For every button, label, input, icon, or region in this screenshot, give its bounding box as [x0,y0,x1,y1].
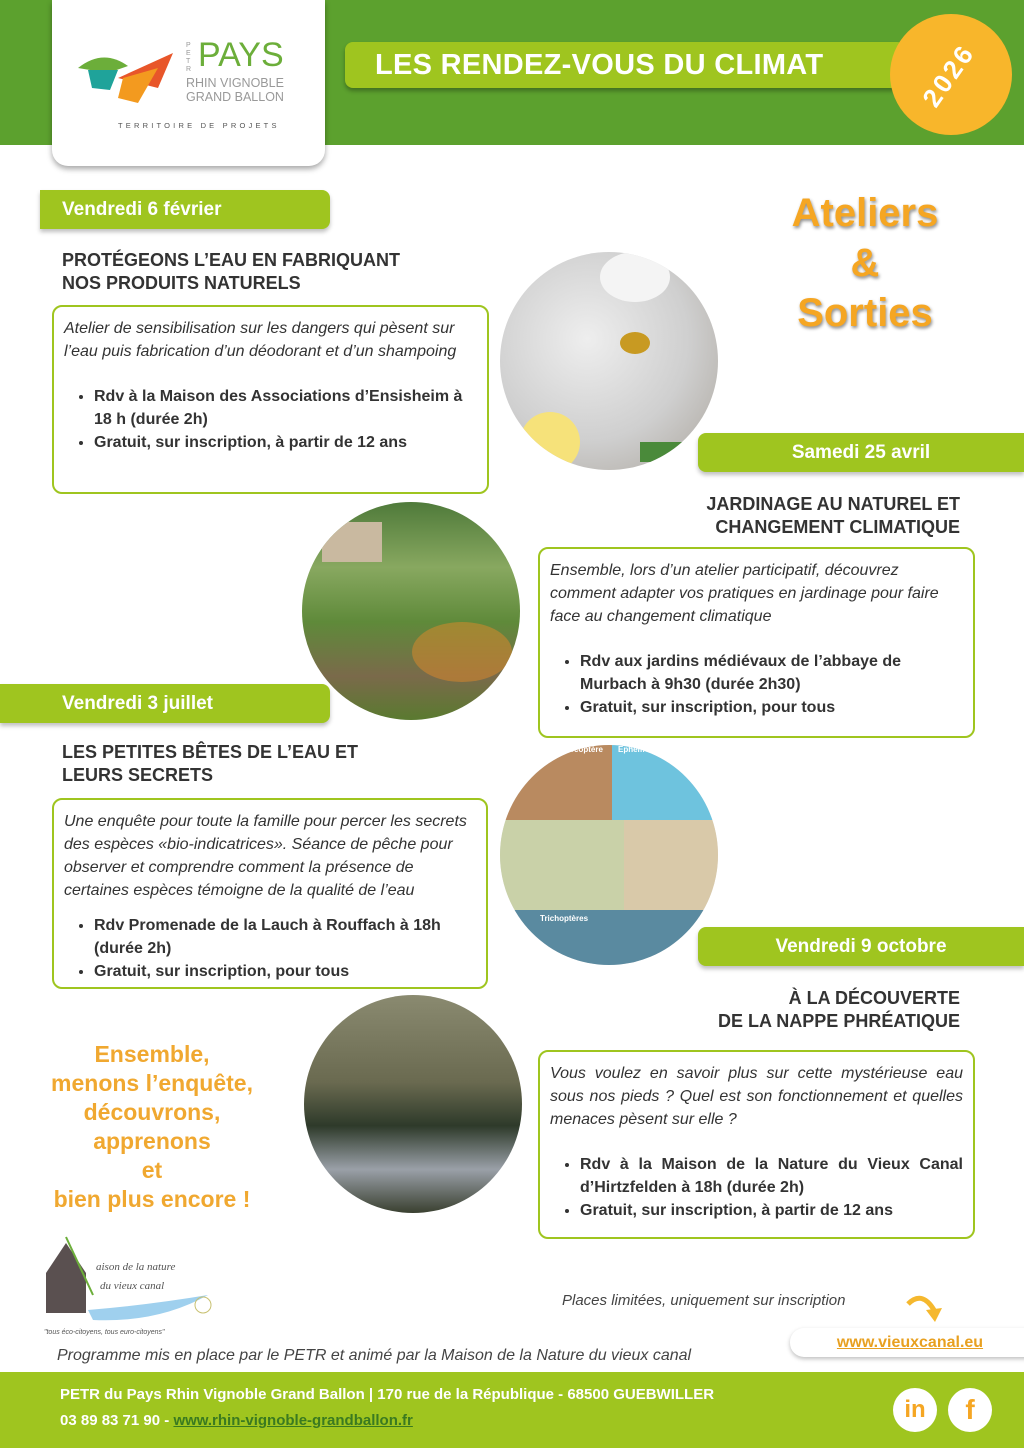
slogan-line: découvrons, [83,1099,221,1125]
event-price: • Gratuit, sur inscription, à partir de 12 ans [94,431,477,454]
year-text: 2026 [916,38,981,113]
event-date-tab: Vendredi 3 juillet [0,684,330,723]
bird-logo-icon [78,48,178,108]
linkedin-icon[interactable]: in [893,1388,937,1432]
event-description: Atelier de sensibilisation sur les dangers qui pèsent sur l’eau puis fabrication d’un déodorant et d’un shampoing [64,320,457,360]
logo-line1: RHIN VIGNOBLE [186,76,284,90]
insect-label: Trichoptères [540,914,589,923]
event-title-line: LEURS SECRETS [62,765,214,785]
event-title [62,249,400,295]
event-price: • Gratuit, sur inscription, pour tous [580,696,903,719]
event-title [62,741,358,787]
event-title-line: LES PETITES BÊTES DE L’EAU ET [62,742,359,762]
slogan-line: bien plus encore ! [53,1186,251,1212]
aquatic-insects-photo [500,745,718,965]
event-title-line: NOS PRODUITS NATURELS [62,273,301,293]
event-location: • Rdv à la Maison de la Nature du Vieux Canal d’Hirtzfelden à 18h (durée 2h) [580,1153,963,1199]
insect-label: Ephémère [618,745,657,754]
footer-phone: 03 89 83 71 90 - [60,1412,174,1429]
event-location: • Rdv aux jardins médiévaux de l’abbaye de Murbach à 9h30 (durée 2h30) [580,650,903,696]
event-price: • Gratuit, sur inscription, à partir de 12 ans [580,1199,963,1222]
footer [0,1372,1024,1448]
event-title-line: À LA DÉCOUVERTE [788,988,960,1008]
event-title-line: DE LA NAPPE PHRÉATIQUE [717,1011,960,1031]
maison-nature-logo [38,1235,223,1343]
event-title [560,987,960,1033]
curved-arrow-icon [904,1292,944,1324]
natural-products-photo [500,252,718,470]
event-title-line: CHANGEMENT CLIMATIQUE [715,517,960,537]
website-link[interactable]: www.vieuxcanal.eu [836,1334,984,1351]
event-date-tab: Vendredi 6 février [40,190,330,229]
event-description: Ensemble, lors d’un atelier participatif, découvrez comment adapter vos pratiques en jardinage pour faire face au changement climatique [550,562,939,625]
maison-logo-line: du vieux canal [100,1280,165,1292]
pays-logo [52,0,325,166]
garden-photo [302,502,520,720]
ateliers-line: Ateliers [791,191,939,235]
event-date-tab: Samedi 25 avril [698,433,1024,472]
event-title [560,493,960,539]
page-title: LES RENDEZ-VOUS DU CLIMAT [345,42,905,88]
event-description: Vous voulez en savoir plus sur cette mystérieuse eau sous nos pieds ? Quel est son fonctionnement et quelles menaces pèsent sur elle ? [550,1065,963,1128]
event-date-tab: Vendredi 9 octobre [698,927,1024,966]
website-button[interactable] [790,1328,1024,1357]
footer-address: PETR du Pays Rhin Vignoble Grand Ballon | 170 rue de la République - 68500 GUEBWILLER [60,1386,715,1403]
logo-tagline: TERRITOIRE DE PROJETS [118,121,280,130]
event-description: Une enquête pour toute la famille pour percer les secrets des espèces «bio-indicatrices». Séance de pêche pour observer et comprendre comment la présence de certaines espèces témoigne de la qualité de l’eau [64,813,467,899]
event-location: • Rdv à la Maison des Associations d’Ensisheim à 18 h (durée 2h) [94,385,477,431]
event-details-box [52,305,489,494]
slogan-line: et [141,1157,163,1183]
event-title-line: PROTÉGEONS L’EAU EN FABRIQUANT [62,250,401,270]
maison-logo-motto: "tous éco-citoyens, tous euro-citoyens" [44,1329,165,1336]
slogan [20,1040,284,1214]
ampersand-line: & [850,241,880,285]
insect-label: Plécoptère [562,745,603,754]
ateliers-sorties-title [760,188,970,338]
slogan-line: Ensemble, [94,1041,210,1067]
logo-name: PAYS [198,36,284,74]
slogan-line: apprenons [93,1128,211,1154]
logo-line2: GRAND BALLON [186,90,284,104]
year-badge [890,14,1012,135]
event-title-line: JARDINAGE AU NATUREL ET [706,494,960,514]
places-limited-note: Places limitées, uniquement sur inscription [562,1292,846,1309]
event-location: • Rdv Promenade de la Lauch à Rouffach à 18h (durée 2h) [94,914,476,960]
event-price: • Gratuit, sur inscription, pour tous [94,960,476,983]
event-details-box [538,1050,975,1239]
footer-website-link[interactable]: www.rhin-vignoble-grandballon.fr [173,1412,413,1429]
sorties-line: Sorties [797,291,933,335]
pond-photo [304,995,522,1213]
logo-prefix: PETR [186,42,192,73]
facebook-icon[interactable]: f [948,1388,992,1432]
programme-note: Programme mis en place par le PETR et animé par la Maison de la Nature du vieux canal [57,1347,692,1364]
event-details-box [52,798,488,989]
slogan-line: menons l’enquête, [51,1070,253,1096]
maison-logo-line: aison de la nature [96,1261,176,1273]
event-details-box [538,547,975,738]
